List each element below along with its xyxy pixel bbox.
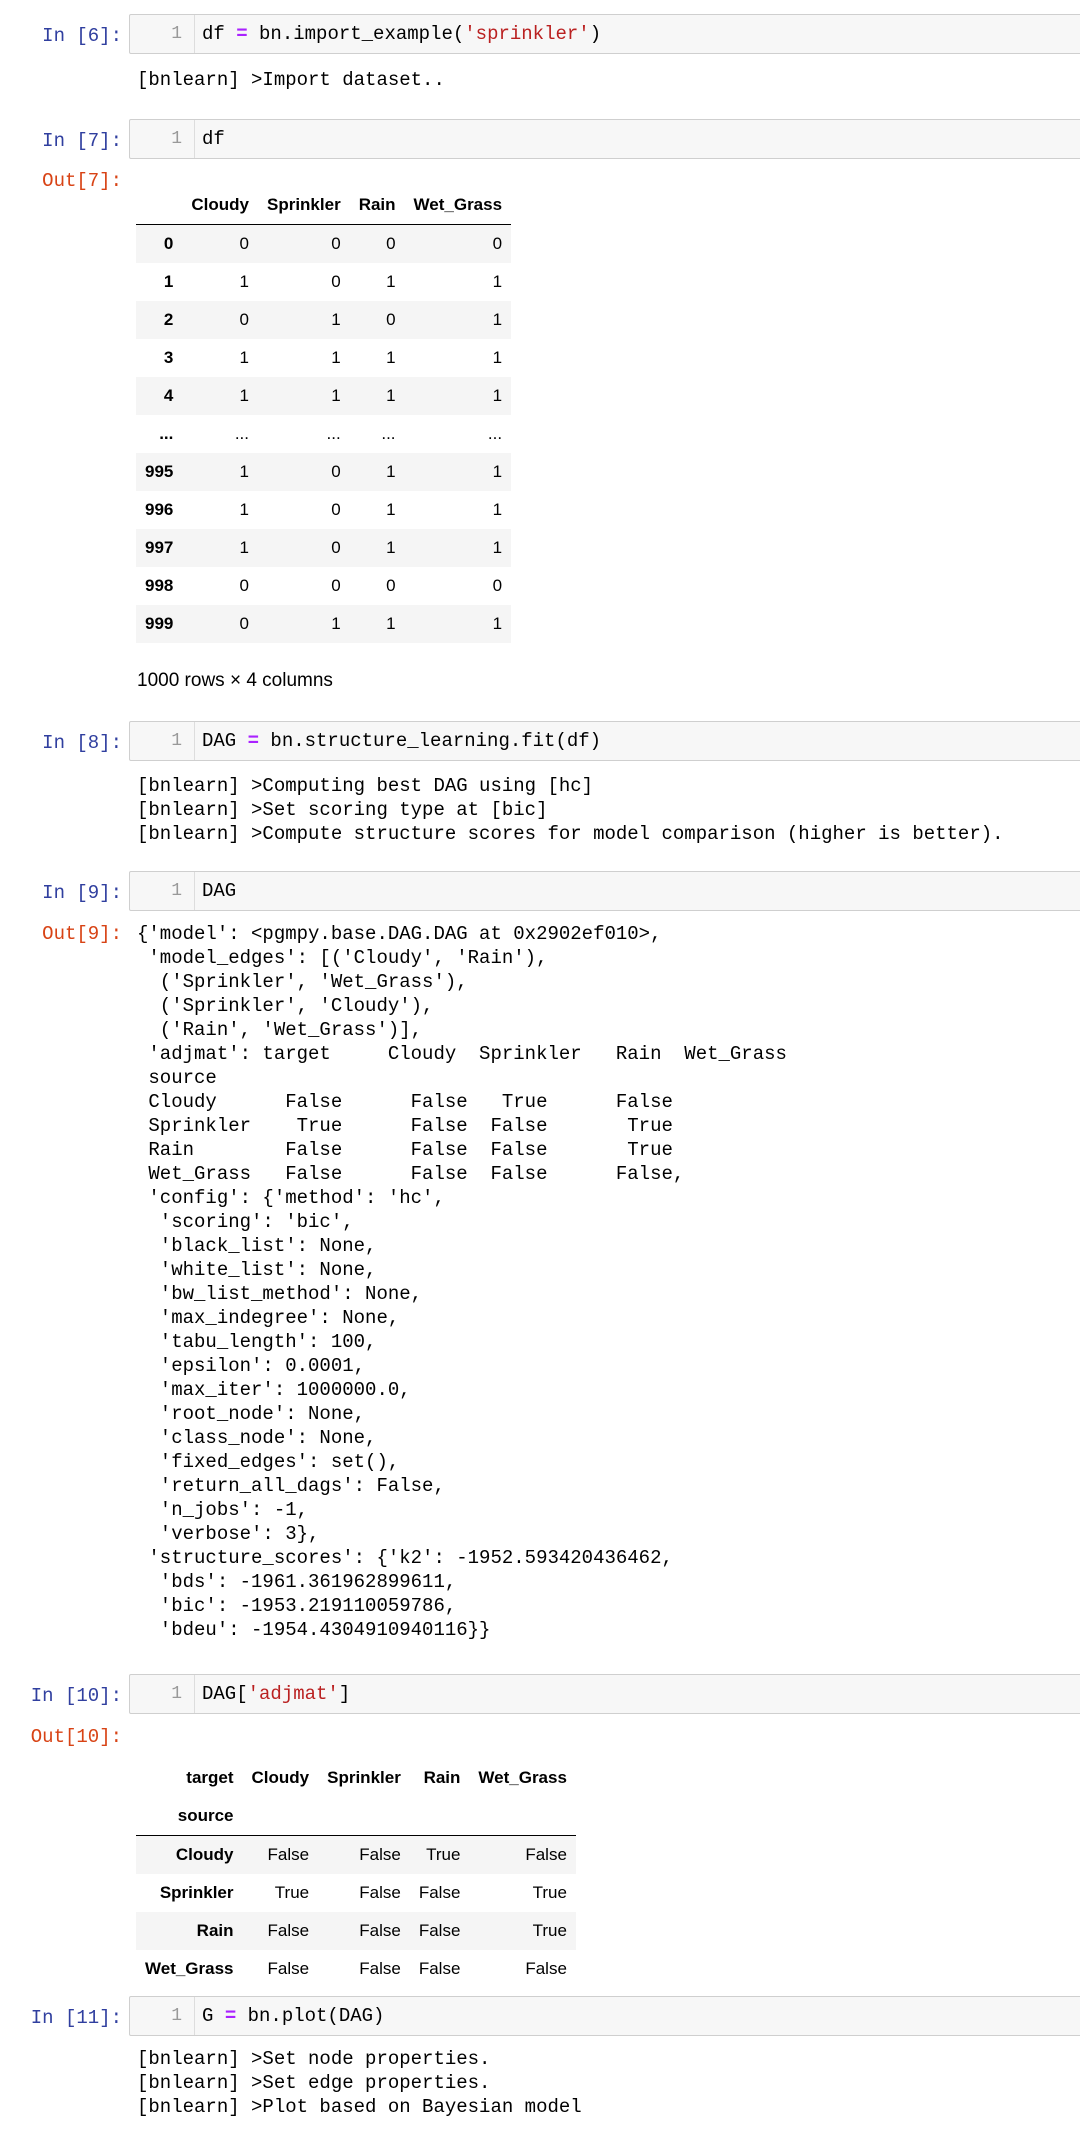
table-cell: 1	[492, 538, 503, 557]
in-prompt: In [8]:	[42, 732, 122, 754]
code-text: DAG['adjmat']	[202, 1683, 351, 1705]
table-cell: False	[267, 1959, 310, 1978]
in-prompt: In [9]:	[42, 882, 122, 904]
table-cell: False	[267, 1845, 310, 1864]
table-cell: 0	[492, 576, 503, 595]
table-cell: 0	[331, 272, 341, 291]
row-index: 3	[163, 348, 174, 367]
dict-output: {'model': <pgmpy.base.DAG.DAG at 0x2902ef010>, 'model_edges': [('Cloudy', 'Rain'), ('Sprinkler', 'Wet_Grass'), ('Sprinkler', 'Cloudy'), ('Rain', 'Wet_Grass')], 'adjmat': target Cloudy Sprinkler Rain Wet_Grass source Cloudy False False True False Sprinkler True False False True Rain False False False True Wet_Grass False False False False, 'config': {'method': 'hc', 'scoring': 'bic', 'black_list': None, 'white_list': None, 'bw_list_method': None, 'max_indegree': None, 'tabu_length': 100, 'epsilon': 0.0001, 'max_iter': 1000000.0, 'root_node': None, 'class_node': None, 'fixed_edges': set(), 'return_all_dags': False, 'n_jobs': -1, 'verbose': 3}, 'structure_scores': {'k2': -1952.593420436462, 'bds': -1961.361962899611, 'bic': -1953.219110059786, 'bdeu': -1954.4304910940116}}	[137, 923, 787, 1641]
table-cell: 0	[239, 310, 249, 329]
table-cell: False	[418, 1959, 461, 1978]
table-cell: 1	[386, 614, 396, 633]
code-input[interactable]	[129, 1674, 1080, 1714]
table-row	[136, 225, 511, 264]
code-text: df	[202, 128, 225, 150]
row-index: Sprinkler	[159, 1883, 234, 1902]
line-number: 1	[130, 722, 195, 760]
out-prompt: Out[10]:	[30, 1726, 122, 1748]
table-row	[136, 1912, 576, 1950]
column-header: Cloudy	[182, 186, 258, 225]
table-cell: True	[426, 1845, 461, 1864]
table-cell: 0	[331, 462, 341, 481]
in-prompt: In [10]:	[30, 1685, 122, 1707]
table-cell: 0	[239, 614, 249, 633]
table-row	[136, 453, 511, 491]
table-cell: 1	[492, 500, 503, 519]
table-cell: False	[359, 1883, 401, 1902]
row-index: 2	[163, 310, 174, 329]
stream-output: [bnlearn] >Computing best DAG using [hc] [bnlearn] >Set scoring type at [bic] [bnlearn] >Compute structure scores for model comparison (higher is better).	[137, 775, 1004, 845]
table-cell: 1	[239, 272, 249, 291]
row-index: 995	[145, 462, 174, 481]
table-cell: ...	[487, 424, 503, 443]
stream-output: [bnlearn] >Set node properties. [bnlearn] >Set edge properties. [bnlearn] >Plot based on Bayesian model	[137, 2048, 582, 2118]
table-row	[136, 1950, 576, 1988]
table-row	[136, 339, 511, 377]
table-cell: 0	[331, 500, 341, 519]
row-index: ...	[159, 424, 174, 443]
table-cell: False	[359, 1845, 401, 1864]
column-header: Wet_Grass	[405, 186, 512, 225]
table-row	[136, 1874, 576, 1912]
code-input[interactable]	[129, 871, 1080, 911]
dataframe-table	[136, 186, 511, 643]
table-row	[136, 605, 511, 643]
table-cell: ...	[381, 424, 396, 443]
table-cell: 1	[331, 386, 341, 405]
table-cell: 1	[239, 500, 249, 519]
row-index: 999	[145, 614, 174, 633]
table-cell: False	[525, 1845, 567, 1864]
table-cell: 0	[239, 576, 249, 595]
in-prompt: In [6]:	[42, 25, 122, 47]
table-cell: 0	[331, 576, 341, 595]
table-cell: 1	[492, 614, 503, 633]
column-header: Rain	[350, 186, 405, 225]
row-index: Wet_Grass	[145, 1959, 234, 1978]
table-row	[136, 377, 511, 415]
column-header: Rain	[423, 1768, 461, 1787]
table-row	[136, 263, 511, 301]
table-cell: True	[532, 1883, 567, 1902]
table-cell: 1	[239, 462, 249, 481]
table-cell: False	[359, 1921, 401, 1940]
column-header: Cloudy	[251, 1768, 310, 1787]
table-cell: 0	[492, 234, 503, 253]
table-cell: 1	[492, 310, 503, 329]
table-cell: ...	[234, 424, 249, 443]
table-cell: 0	[386, 310, 396, 329]
table-cell: 1	[386, 538, 396, 557]
table-cell: False	[418, 1883, 461, 1902]
code-text: DAG	[202, 880, 237, 902]
table-cell: False	[267, 1921, 310, 1940]
table-cell: False	[525, 1959, 567, 1978]
table-cell: 1	[331, 614, 341, 633]
row-index: 0	[163, 234, 174, 253]
table-cell: False	[359, 1959, 401, 1978]
table-row	[136, 567, 511, 605]
table-cell: 0	[239, 234, 249, 253]
line-number: 1	[130, 872, 195, 910]
row-index: 998	[145, 576, 174, 595]
table-row	[136, 301, 511, 339]
line-number: 1	[130, 15, 195, 53]
row-index: 4	[163, 386, 174, 405]
table-row	[136, 491, 511, 529]
code-input[interactable]	[129, 721, 1080, 761]
row-index: 996	[145, 500, 174, 519]
adjmat-table	[136, 1759, 576, 1988]
out-prompt: Out[7]:	[42, 170, 122, 192]
table-cell: True	[274, 1883, 310, 1902]
code-text: df = bn.import_example('sprinkler')	[202, 23, 602, 45]
columns-name: target	[186, 1768, 234, 1787]
in-prompt: In [7]:	[42, 130, 122, 152]
row-index: Cloudy	[175, 1845, 234, 1864]
table-cell: 1	[492, 462, 503, 481]
table-cell: 1	[386, 462, 396, 481]
code-input[interactable]	[129, 14, 1080, 54]
table-row	[136, 415, 511, 453]
code-text: G = bn.plot(DAG)	[202, 2005, 385, 2027]
table-cell: True	[532, 1921, 567, 1940]
code-text: DAG = bn.structure_learning.fit(df)	[202, 730, 602, 752]
column-header: Sprinkler	[327, 1768, 401, 1787]
line-number: 1	[130, 120, 195, 158]
index-header	[136, 186, 182, 225]
line-number: 1	[130, 1997, 195, 2035]
table-cell: 1	[386, 348, 396, 367]
row-index: Rain	[196, 1921, 234, 1940]
index-name: source	[136, 1797, 243, 1836]
table-cell: 0	[331, 234, 341, 253]
table-cell: ...	[326, 424, 341, 443]
dataframe-shape: 1000 rows × 4 columns	[137, 670, 333, 691]
column-header: Sprinkler	[258, 186, 350, 225]
in-prompt: In [11]:	[30, 2007, 122, 2029]
table-cell: 1	[386, 500, 396, 519]
table-cell: 1	[386, 386, 396, 405]
table-cell: 1	[239, 386, 249, 405]
table-row	[136, 529, 511, 567]
table-cell: 0	[386, 576, 396, 595]
row-index: 1	[163, 272, 174, 291]
table-row	[136, 1836, 576, 1875]
table-cell: 1	[239, 538, 249, 557]
table-cell: False	[418, 1921, 461, 1940]
code-input[interactable]	[129, 1996, 1080, 2036]
table-cell: 1	[492, 272, 503, 291]
table-cell: 0	[386, 234, 396, 253]
column-header: Wet_Grass	[478, 1768, 567, 1787]
out-prompt: Out[9]:	[42, 923, 122, 945]
table-cell: 1	[492, 386, 503, 405]
table-cell: 1	[331, 310, 341, 329]
line-number: 1	[130, 1675, 195, 1713]
table-cell: 1	[331, 348, 341, 367]
row-index: 997	[145, 538, 174, 557]
table-cell: 1	[239, 348, 249, 367]
stream-output: [bnlearn] >Import dataset..	[137, 69, 445, 91]
table-cell: 1	[386, 272, 396, 291]
table-cell: 0	[331, 538, 341, 557]
table-cell: 1	[492, 348, 503, 367]
code-input[interactable]	[129, 119, 1080, 159]
